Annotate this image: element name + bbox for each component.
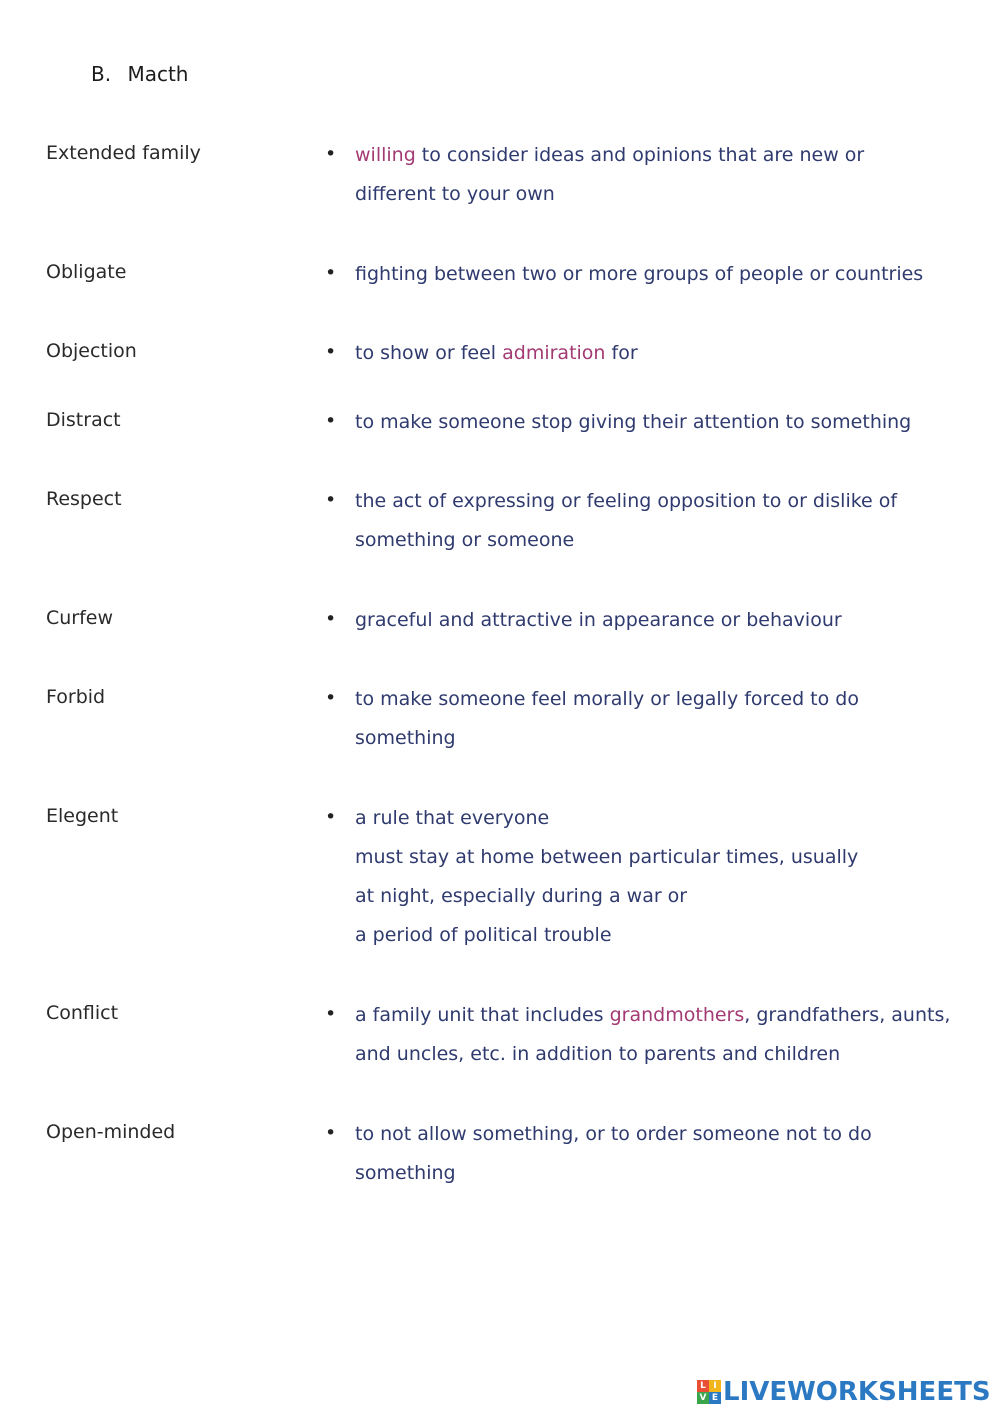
logo-text: LIVEWORKSHEETS — [723, 1377, 991, 1407]
bullet-icon: • — [325, 1003, 337, 1025]
definition-segment: to not allow something, or to order someone not to do — [355, 1123, 872, 1145]
definition-text — [355, 601, 975, 640]
definition-segment: and uncles, etc. in addition to parents and children — [355, 1043, 841, 1065]
definition-text — [355, 1115, 975, 1193]
logo-block: I — [709, 1380, 721, 1392]
logo-block: V — [697, 1392, 709, 1404]
term-label: Respect — [46, 488, 122, 510]
definition-text — [355, 680, 975, 758]
bullet-icon: • — [325, 262, 337, 284]
definition-segment: something — [355, 727, 456, 749]
definition-segment: graceful and attractive in appearance or behaviour — [355, 609, 842, 631]
term-label: Forbid — [46, 686, 106, 708]
definition-line — [355, 136, 975, 175]
definition-line — [355, 255, 975, 294]
definition-segment: the act of expressing or feeling opposition to or dislike of — [355, 490, 898, 512]
definition-segment: to show or feel — [355, 342, 503, 364]
bullet-icon: • — [325, 143, 337, 165]
definition-line — [355, 877, 975, 916]
definition-line — [355, 1035, 975, 1074]
bullet-icon: • — [325, 410, 337, 432]
section-heading — [91, 62, 188, 86]
section-title: Macth — [127, 62, 189, 86]
definition-segment: fighting between two or more groups of people or countries — [355, 263, 924, 285]
term-label: Curfew — [46, 607, 114, 629]
bullet-icon: • — [325, 489, 337, 511]
highlighted-word: willing — [355, 144, 416, 166]
bullet-icon: • — [325, 806, 337, 828]
definition-segment: to make someone stop giving their attention to something — [355, 411, 912, 433]
definition-text — [355, 403, 975, 442]
definition-text — [355, 334, 975, 373]
bullet-icon: • — [325, 608, 337, 630]
definition-text — [355, 255, 975, 294]
definition-text — [355, 136, 975, 214]
term-label: Conflict — [46, 1002, 119, 1024]
term-label: Obligate — [46, 261, 127, 283]
bullet-icon: • — [325, 341, 337, 363]
definition-text — [355, 996, 975, 1074]
bullet-icon: • — [325, 1122, 337, 1144]
definition-text — [355, 482, 975, 560]
section-number: B. — [91, 62, 112, 86]
definition-line — [355, 838, 975, 877]
logo-block: E — [709, 1392, 721, 1404]
definition-segment: , grandfathers, aunts, — [744, 1004, 951, 1026]
definition-segment: a family unit that includes — [355, 1004, 610, 1026]
definition-segment: a period of political trouble — [355, 924, 612, 946]
definition-line — [355, 996, 975, 1035]
definition-segment: to make someone feel morally or legally forced to do — [355, 688, 859, 710]
definition-segment: something — [355, 1162, 456, 1184]
definition-line — [355, 799, 975, 838]
term-label: Elegent — [46, 805, 119, 827]
definition-line — [355, 403, 975, 442]
logo-blocks-icon — [697, 1380, 721, 1404]
definition-segment: must stay at home between particular times, usually — [355, 846, 859, 868]
definition-segment: different to your own — [355, 183, 555, 205]
term-label: Objection — [46, 340, 137, 362]
definition-line — [355, 719, 975, 758]
definition-line — [355, 521, 975, 560]
term-label: Extended family — [46, 142, 201, 164]
definition-segment: something or someone — [355, 529, 575, 551]
highlighted-word: grandmothers — [609, 1004, 745, 1026]
logo-block: L — [697, 1380, 709, 1392]
definition-line — [355, 680, 975, 719]
definition-line — [355, 1154, 975, 1193]
term-label: Distract — [46, 409, 121, 431]
bullet-icon: • — [325, 687, 337, 709]
definition-line — [355, 601, 975, 640]
definition-segment: for — [605, 342, 638, 364]
definition-segment: to consider ideas and opinions that are new or — [415, 144, 865, 166]
definition-line — [355, 482, 975, 521]
term-label: Open-minded — [46, 1121, 176, 1143]
definition-line — [355, 334, 975, 373]
definition-segment: at night, especially during a war or — [355, 885, 688, 907]
highlighted-word: admiration — [502, 342, 606, 364]
definition-line — [355, 175, 975, 214]
definition-text — [355, 799, 975, 955]
definition-segment: a rule that everyone — [355, 807, 550, 829]
definition-line — [355, 916, 975, 955]
liveworksheets-logo — [697, 1378, 991, 1406]
definition-line — [355, 1115, 975, 1154]
